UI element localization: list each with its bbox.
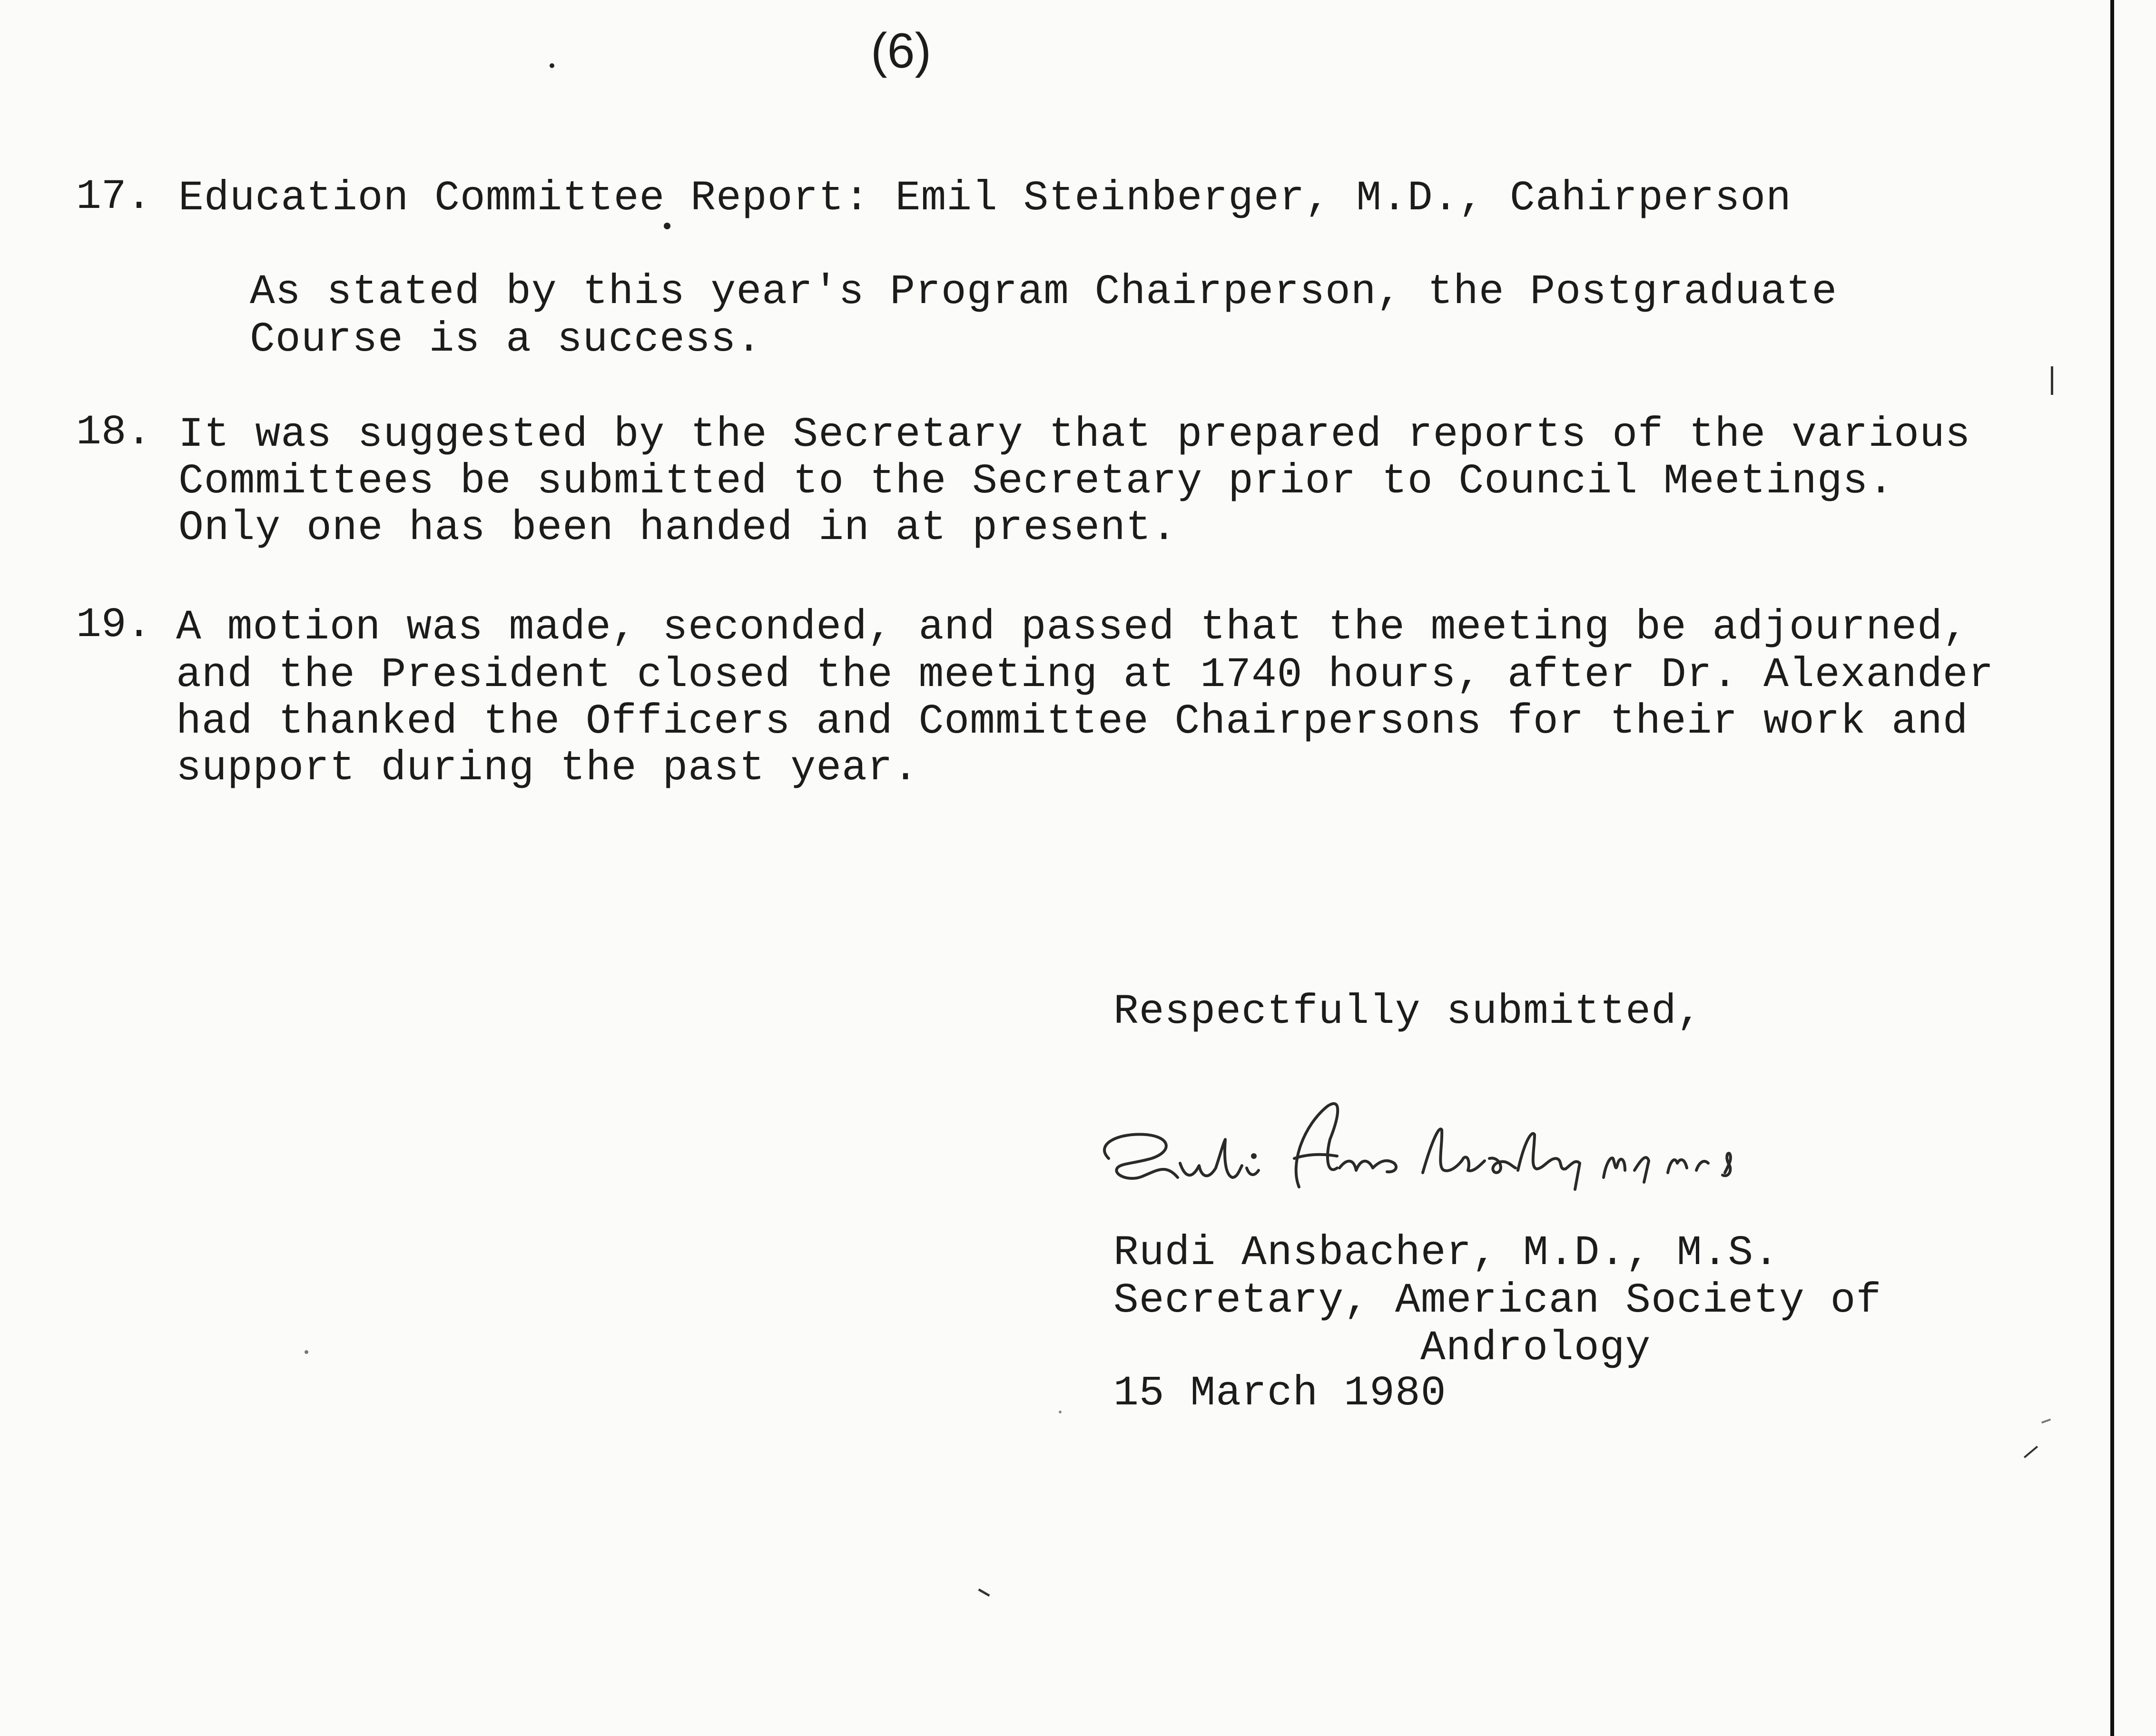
item-17-body-line-2: Course is a success. bbox=[250, 316, 762, 363]
item-19-line-2: and the President closed the meeting at 1740 hours, after Dr. Alexander bbox=[176, 652, 1994, 699]
item-18-line-3: Only one has been handed in at present. bbox=[178, 505, 1177, 552]
signatory-title-line-2: Andrology bbox=[1420, 1325, 1651, 1372]
item-18-number: 18. bbox=[76, 409, 152, 456]
scan-mark bbox=[2041, 1419, 2051, 1424]
item-18-line-1: It was suggested by the Secretary that prepared reports of the various bbox=[178, 412, 1971, 459]
scan-speck bbox=[1059, 1411, 1062, 1413]
signatory-name: Rudi Ansbacher, M.D., M.S. bbox=[1113, 1230, 1780, 1277]
item-19-number: 19. bbox=[76, 602, 152, 649]
item-17-body-line-1: As stated by this year's Program Chairperson, the Postgraduate bbox=[250, 269, 1838, 316]
signatory-title-line-1: Secretary, American Society of bbox=[1113, 1277, 1882, 1324]
scan-speck bbox=[550, 63, 554, 68]
scan-mark bbox=[978, 1589, 990, 1597]
closing-salutation: Respectfully submitted, bbox=[1113, 989, 1703, 1036]
page-number: (6) bbox=[871, 23, 932, 78]
item-17-number: 17. bbox=[76, 174, 152, 221]
scan-mark bbox=[2051, 366, 2053, 395]
handwritten-signature bbox=[1090, 1087, 1794, 1211]
scan-mark bbox=[2024, 1446, 2038, 1458]
page-edge-rule bbox=[2110, 0, 2114, 1736]
item-19-line-4: support during the past year. bbox=[176, 745, 919, 792]
scan-speck bbox=[305, 1350, 308, 1354]
item-19-line-1: A motion was made, seconded, and passed that the meeting be adjourned, bbox=[176, 604, 1969, 651]
item-17-heading: Education Committee Report: Emil Steinberger, M.D., Cahirperson bbox=[178, 175, 1792, 222]
item-18-line-2: Committees be submitted to the Secretary prior to Council Meetings. bbox=[178, 458, 1894, 505]
submission-date: 15 March 1980 bbox=[1113, 1370, 1447, 1417]
scan-speck bbox=[664, 223, 670, 229]
item-19-line-3: had thanked the Officers and Committee Chairpersons for their work and bbox=[176, 698, 1969, 745]
